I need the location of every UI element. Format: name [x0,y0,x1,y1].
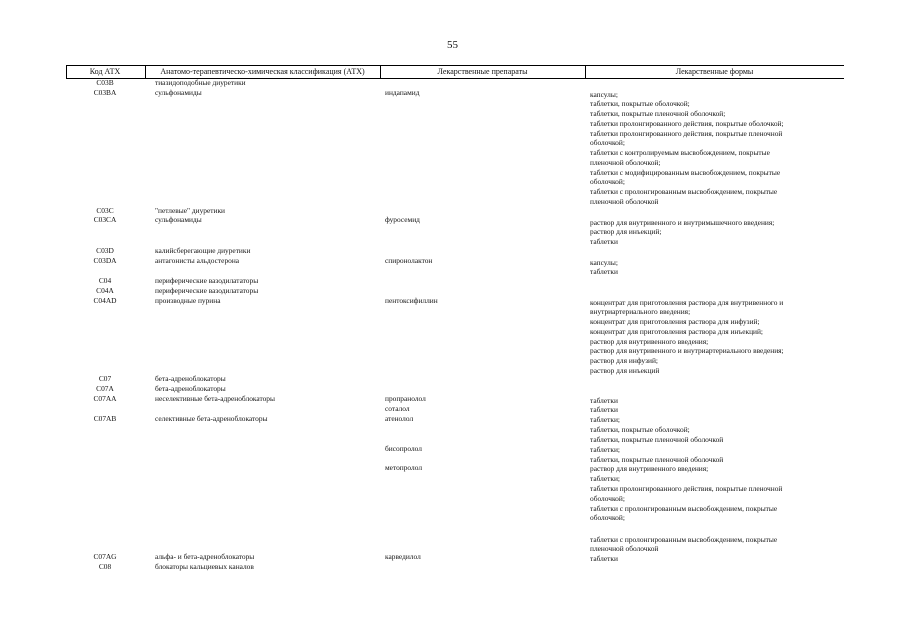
atc-code: C04 [98,276,112,285]
atc-code: C07AB [93,414,117,423]
header-drugs: Лекарственные препараты [437,67,528,76]
dosage-form-line: пленочной оболочкой [590,197,659,206]
dosage-form-line: таблетки, покрытые оболочкой; [590,425,690,434]
dosage-form-line: таблетки [590,396,618,405]
atc-code: C07AG [93,552,117,561]
atc-code: C04AD [93,296,117,305]
dosage-form-line: концентрат для приготовления раствора для инъекций; [590,327,763,336]
atc-classification: сульфонамиды [155,88,202,97]
atc-classification: антагонисты альдостерона [155,256,240,265]
atc-code: C07AA [93,394,117,403]
atc-classification: "петлевые" диуретики [155,206,225,215]
atc-classification: селективные бета-адреноблокаторы [155,414,268,423]
atc-code: C07 [98,374,112,383]
dosage-form-line: оболочкой; [590,494,625,503]
dosage-form-line: таблетки; [590,445,620,454]
atc-classification: периферические вазодилататоры [155,286,259,295]
drug-name: пропранолол [385,394,426,403]
dosage-form-line: таблетки [590,405,618,414]
dosage-form-line: раствор для инъекций [590,366,660,375]
drug-name: атенолол [385,414,414,423]
dosage-form-line: раствор для внутривенного и внутримышечного введения; [590,218,775,227]
dosage-form-line: концентрат для приготовления раствора для внутривенного и [590,298,784,307]
dosage-form-line: пленочной оболочкой [590,544,659,553]
dosage-form-line: таблетки с пролонгированным высвобождением, покрытые [590,535,778,544]
drug-name: метопролол [385,463,423,472]
drug-name: спиронолактон [385,256,433,265]
dosage-form-line: пленочной оболочкой; [590,158,661,167]
dosage-form-line: таблетки [590,554,618,563]
atc-code: C08 [98,562,112,571]
dosage-form-line: таблетки с модифицированным высвобождением, покрытые [590,168,781,177]
atc-code: C03B [96,78,114,87]
dosage-form-line: таблетки с пролонгированным высвобождением, покрытые [590,504,778,513]
drug-name: пентоксифиллин [385,296,438,305]
dosage-form-line: оболочкой; [590,138,625,147]
dosage-form-line: таблетки пролонгированного действия, покрытые пленочной [590,484,783,493]
dosage-form-line: внутриартериального введения; [590,307,691,316]
dosage-form-line: таблетки пролонгированного действия, покрытые оболочкой; [590,119,784,128]
atc-code: C07A [96,384,114,393]
atc-classification: периферические вазодилататоры [155,276,259,285]
atc-classification: бета-адреноблокаторы [155,384,226,393]
atc-code: C04A [96,286,114,295]
header-code: Код АТХ [89,67,121,76]
drug-name: соталол [385,404,410,413]
dosage-form-line: капсулы; [590,258,618,267]
dosage-form-line: таблетки; [590,474,620,483]
atc-classification: производные пурина [155,296,221,305]
dosage-form-line: таблетки [590,237,618,246]
dosage-form-line: раствор для внутривенного введения; [590,337,709,346]
atc-classification: калийсберегающие диуретики [155,246,251,255]
atc-code: C03C [96,206,114,215]
drug-name: бисопролол [385,444,422,453]
dosage-form-line: таблетки [590,267,618,276]
drug-name: фуросемид [385,215,420,224]
atc-classification: бета-адреноблокаторы [155,374,226,383]
atc-code: C03BA [93,88,117,97]
dosage-form-line: раствор для инъекций; [590,227,662,236]
dosage-form-line: таблетки, покрытые пленочной оболочкой [590,455,724,464]
dosage-form-line: оболочкой; [590,513,625,522]
dosage-form-line: таблетки с пролонгированным высвобождением, покрытые [590,187,778,196]
dosage-form-line: раствор для внутривенного введения; [590,464,709,473]
dosage-form-line: таблетки пролонгированного действия, покрытые пленочной [590,129,783,138]
dosage-form-line: таблетки, покрытые пленочной оболочкой [590,435,724,444]
atc-classification: сульфонамиды [155,215,202,224]
dosage-form-line: таблетки с контролируемым высвобождением, покрытые [590,148,770,157]
dosage-form-line: таблетки, покрытые оболочкой; [590,99,690,108]
drug-name: карведилол [385,552,421,561]
dosage-form-line: раствор для инфузий; [590,356,658,365]
dosage-form-line: капсулы; [590,90,618,99]
page-number: 55 [447,39,458,51]
header-forms: Лекарственные формы [675,67,754,76]
dosage-form-line: таблетки, покрытые пленочной оболочкой; [590,109,726,118]
atc-code: C03DA [93,256,117,265]
table-header-rule-top [66,65,844,66]
dosage-form-line: раствор для внутривенного и внутриартериального введения; [590,346,784,355]
drug-name: индапамид [385,88,420,97]
atc-code: C03D [96,246,114,255]
atc-classification: блокаторы кальциевых каналов [155,562,254,571]
dosage-form-line: концентрат для приготовления раствора для инфузий; [590,317,760,326]
atc-classification: альфа- и бета-адреноблокаторы [155,552,255,561]
dosage-form-line: оболочкой; [590,177,625,186]
atc-code: C03CA [93,215,117,224]
atc-classification: тиазидоподобные диуретики [155,78,246,87]
dosage-form-line: таблетки; [590,415,620,424]
atc-classification: неселективные бета-адреноблокаторы [155,394,275,403]
header-classification: Анатомо-терапевтическо-химическая классификация (АТХ) [160,67,365,76]
